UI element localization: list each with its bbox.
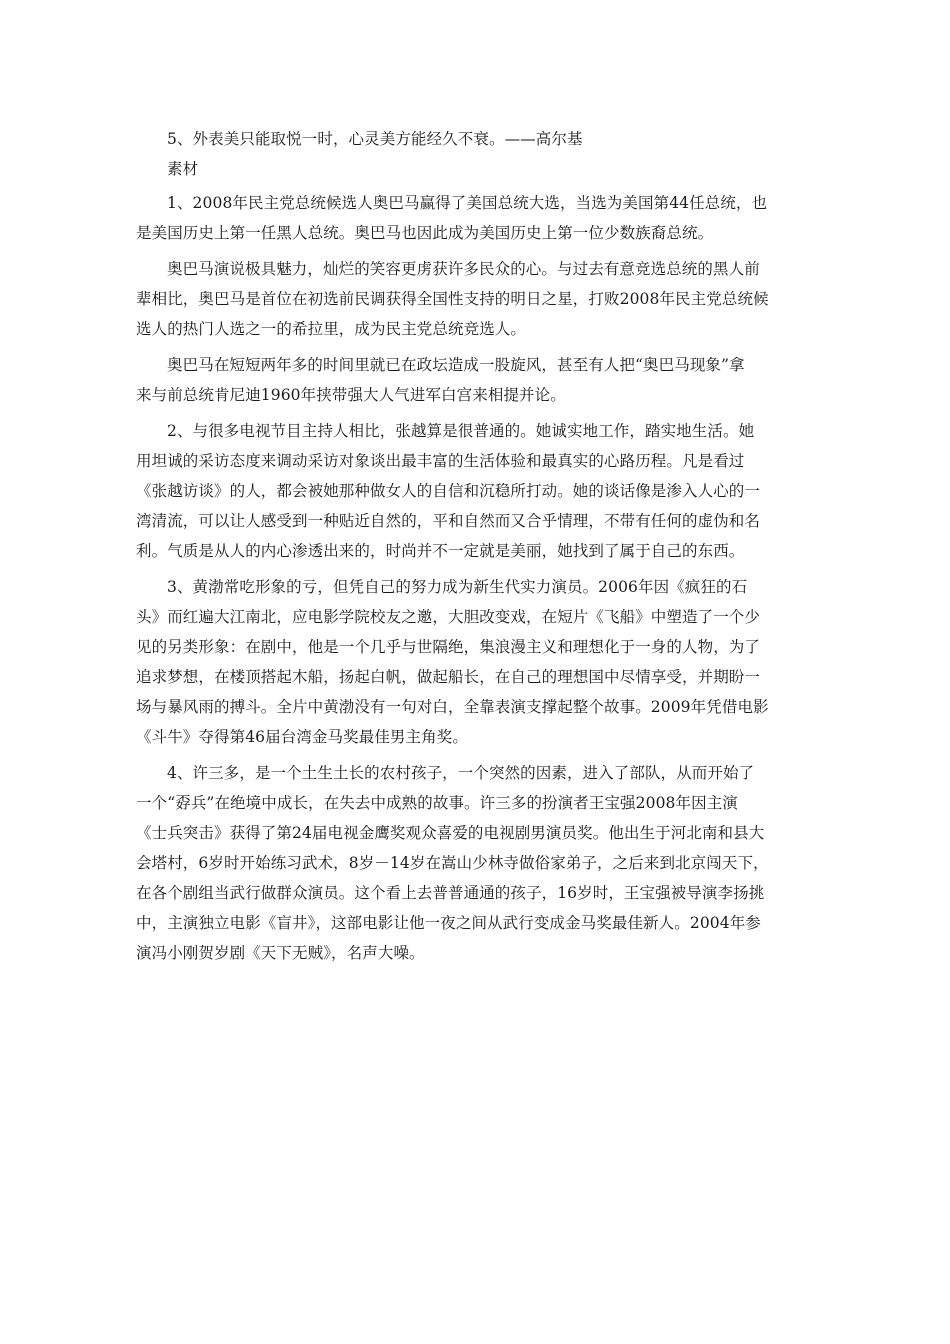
paragraph-line: 《斗牛》夺得第46届台湾金马奖最佳男主角奖。	[136, 728, 468, 746]
paragraph-3	[136, 350, 820, 410]
paragraph-line: 一个“孬兵”在绝境中成长，在失去中成熟的故事。许三多的扮演者王宝强2008年因主演	[136, 794, 738, 812]
paragraph-line: 《张越访谈》的人，都会被她那种做女人的自信和沉稳所打动。她的谈话像是渗入人心的一	[136, 482, 761, 500]
paragraph-line: 辈相比，奥巴马是首位在初选前民调获得全国性支持的明日之星，打败2008年民主党总统候	[136, 290, 769, 308]
paragraph-line: 来与前总统肯尼迪1960年挟带强大人气进军白宫来相提并论。	[136, 386, 566, 404]
paragraph-line: 利。气质是从人的内心渗透出来的，时尚并不一定就是美丽，她找到了属于自己的东西。	[136, 542, 745, 560]
section-title-paragraph	[136, 154, 820, 184]
section-title: 素材	[167, 160, 199, 178]
paragraph-line: 选人的热门人选之一的希拉里，成为民主党总统竞选人。	[136, 320, 527, 338]
quote-paragraph	[136, 124, 820, 154]
paragraph-line: 中，主演独立电影《盲井》，这部电影让他一夜之间从武行变成金马奖最佳新人。2004年参	[136, 914, 761, 932]
paragraph-line: 用坦诚的采访态度来调动采访对象谈出最丰富的生活体验和最真实的心路历程。凡是看过	[136, 452, 745, 470]
paragraph-line: 会塔村，6岁时开始练习武术，8岁－14岁在嵩山少林寺做俗家弟子，之后来到北京闯天下，	[136, 854, 769, 872]
paragraph-line: 演冯小刚贺岁剧《天下无贼》，名声大噪。	[136, 944, 425, 962]
paragraph-line: 2、与很多电视节目主持人相比，张越算是很普通的。她诚实地工作，踏实地生活。她	[167, 422, 755, 440]
paragraph-line: 见的另类形象：在剧中，他是一个几乎与世隔绝，集浪漫主义和理想化于一身的人物，为了	[136, 638, 761, 656]
paragraph-1	[136, 188, 820, 248]
paragraph-2	[136, 254, 820, 344]
paragraph-4	[136, 416, 820, 566]
paragraph-line: 3、黄渤常吃形象的亏，但凭自己的努力成为新生代实力演员。2006年因《疯狂的石	[167, 578, 748, 596]
paragraph-line: 奥巴马在短短两年多的时间里就已在政坛造成一股旋风，甚至有人把“奥巴马现象”拿	[167, 356, 745, 374]
paragraph-line: 是美国历史上第一任黑人总统。奥巴马也因此成为美国历史上第一位少数族裔总统。	[136, 224, 714, 242]
paragraph-line: 场与暴风雨的搏斗。全片中黄渤没有一句对白，全靠表演支撑起整个故事。2009年凭借电影	[136, 698, 769, 716]
paragraph-line: 《士兵突击》获得了第24届电视金鹰奖观众喜爱的电视剧男演员奖。他出生于河北南和县大	[136, 824, 765, 842]
paragraph-line: 奥巴马演说极具魅力，灿烂的笑容更虏获许多民众的心。与过去有意竞选总统的黑人前	[167, 260, 760, 278]
paragraph-line: 1、2008年民主党总统候选人奥巴马赢得了美国总统大选，当选为美国第44任总统，也	[167, 194, 768, 212]
paragraph-6	[136, 758, 820, 968]
document-page	[136, 124, 820, 974]
paragraph-line: 头》而红遍大江南北，应电影学院校友之邀，大胆改变戏，在短片《飞船》中塑造了一个少	[136, 608, 761, 626]
quote-line: 5、外表美只能取悦一时，心灵美方能经久不衰。——高尔基	[167, 130, 583, 148]
paragraph-line: 追求梦想，在楼顶搭起木船，扬起白帆，做起船长，在自己的理想国中尽情享受，并期盼一	[136, 668, 761, 686]
paragraph-line: 湾清流，可以让人感受到一种贴近自然的，平和自然而又合乎情理，不带有任何的虚伪和名	[136, 512, 761, 530]
paragraph-line: 4、许三多，是一个土生土长的农村孩子，一个突然的因素，进入了部队，从而开始了	[167, 764, 755, 782]
paragraph-5	[136, 572, 820, 752]
paragraph-line: 在各个剧组当武行做群众演员。这个看上去普普通通的孩子，16岁时，王宝强被导演李扬挑	[136, 884, 765, 902]
